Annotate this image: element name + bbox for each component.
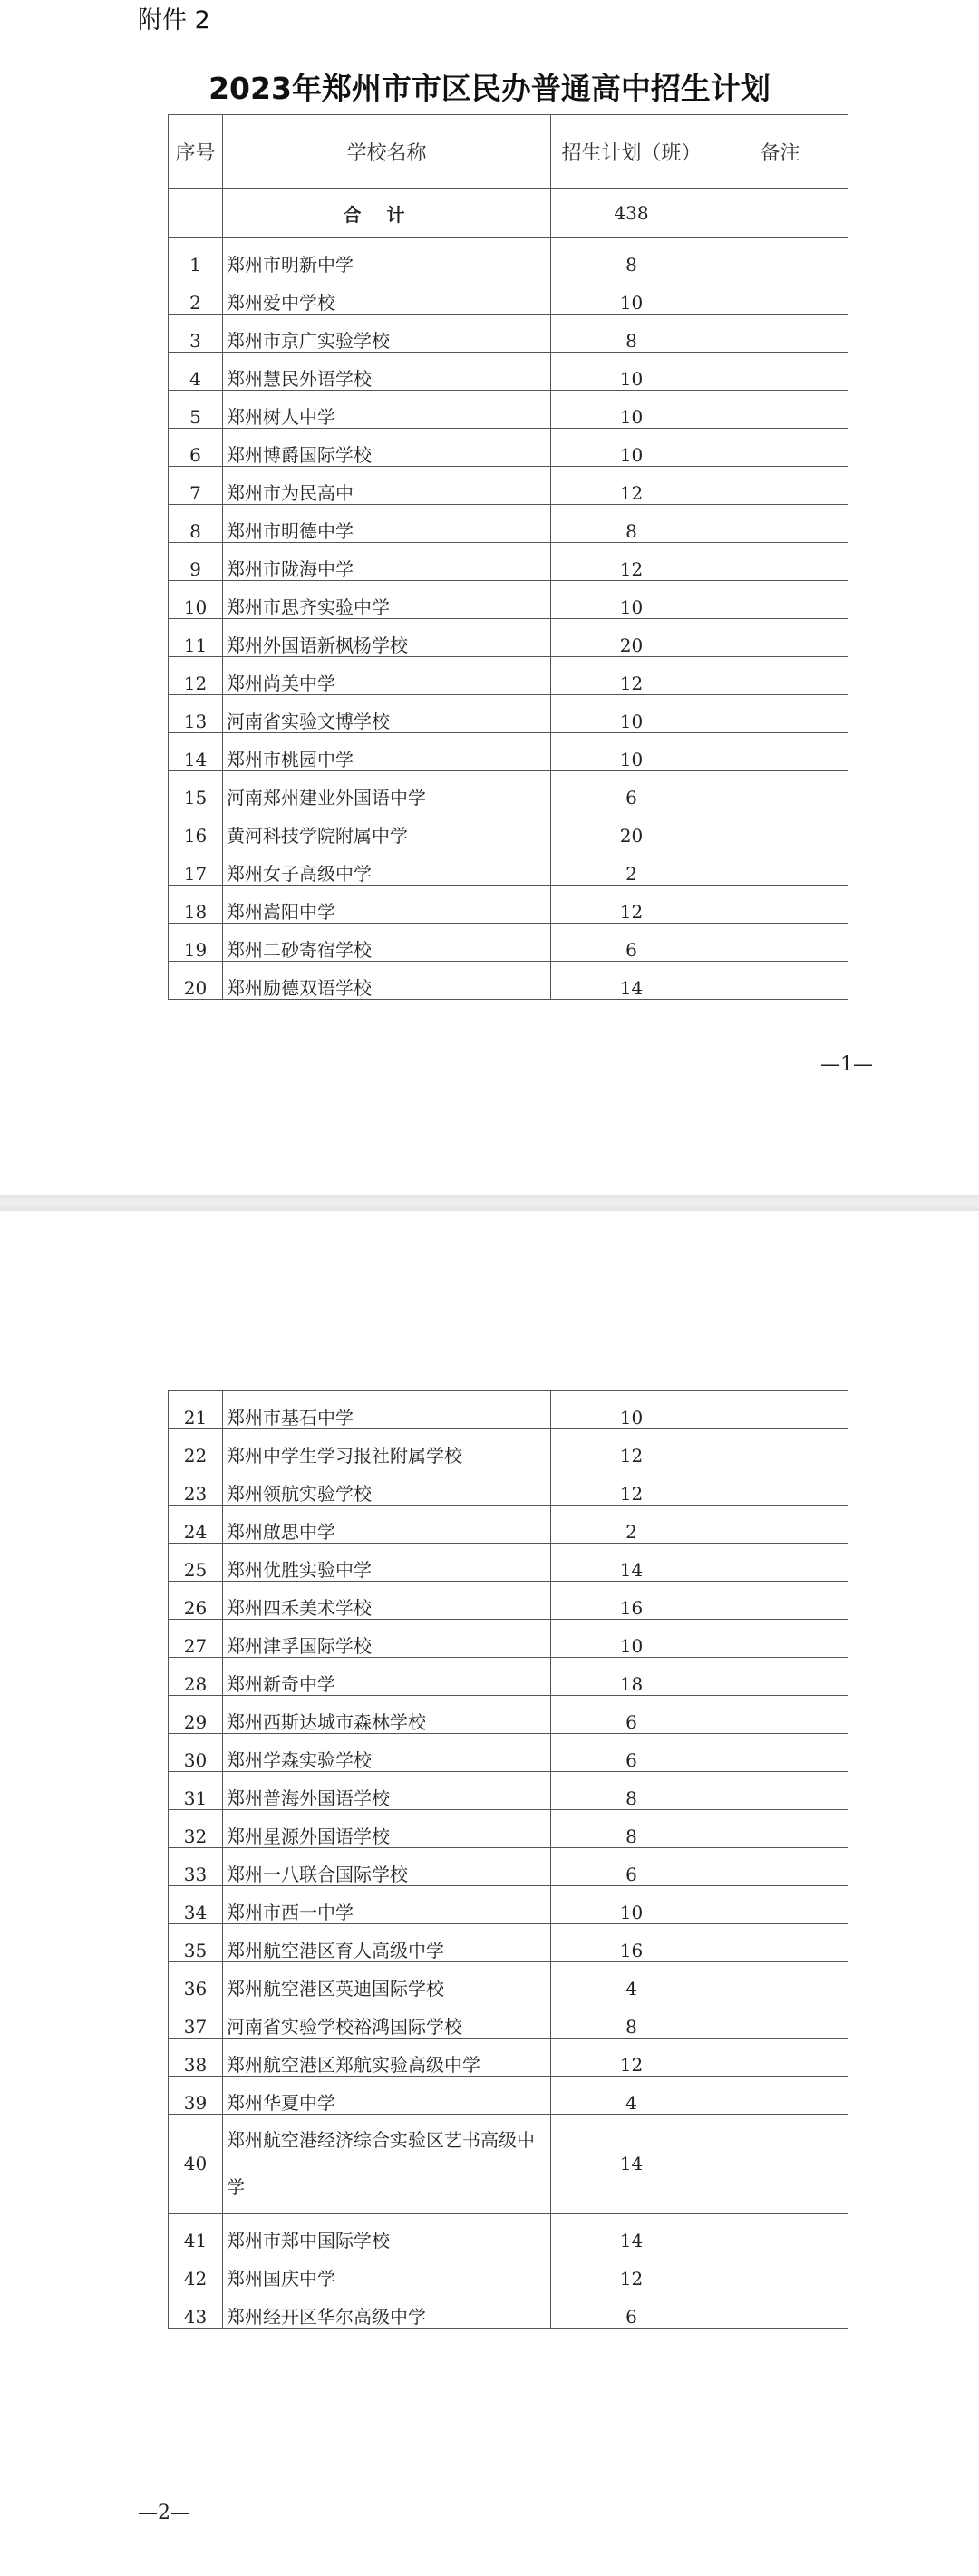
school-name: 郑州普海外国语学校: [223, 1772, 551, 1810]
table-row: [169, 1696, 848, 1734]
note-cell: [712, 2115, 848, 2214]
row-number: 5: [169, 391, 223, 429]
class-count: 20: [551, 809, 712, 847]
row-number: 39: [169, 2077, 223, 2115]
row-number: 10: [169, 581, 223, 619]
class-count: 10: [551, 391, 712, 429]
school-name: 郑州市基石中学: [223, 1391, 551, 1429]
school-name: 河南郑州建业外国语中学: [223, 771, 551, 809]
school-name: 郑州华夏中学: [223, 2077, 551, 2115]
row-number: 8: [169, 505, 223, 543]
note-cell: [712, 771, 848, 809]
row-number: 13: [169, 695, 223, 733]
note-cell: [712, 886, 848, 924]
note-cell: [712, 581, 848, 619]
school-name: 郑州啟思中学: [223, 1506, 551, 1544]
class-count: 14: [551, 2214, 712, 2252]
row-number: 4: [169, 353, 223, 391]
school-name: 郑州四禾美术学校: [223, 1582, 551, 1620]
class-count: 2: [551, 1506, 712, 1544]
note-cell: [712, 1962, 848, 2000]
class-count: 8: [551, 1772, 712, 1810]
school-name: 郑州二砂寄宿学校: [223, 924, 551, 962]
school-name: 郑州市陇海中学: [223, 543, 551, 581]
school-name: 郑州学森实验学校: [223, 1734, 551, 1772]
school-name: 郑州慧民外语学校: [223, 353, 551, 391]
class-count: 12: [551, 1467, 712, 1506]
table-row: [169, 1772, 848, 1810]
note-cell: [712, 315, 848, 353]
class-count: 14: [551, 1544, 712, 1582]
class-count: 12: [551, 2252, 712, 2290]
school-name: 郑州领航实验学校: [223, 1467, 551, 1506]
note-cell: [712, 2290, 848, 2329]
table-row: [169, 238, 848, 276]
note-cell: [712, 1582, 848, 1620]
header-note: 备注: [712, 115, 848, 189]
school-name: 郑州航空港区育人高级中学: [223, 1924, 551, 1962]
row-number: 32: [169, 1810, 223, 1848]
note-cell: [712, 1924, 848, 1962]
table-row: [169, 505, 848, 543]
row-number: 16: [169, 809, 223, 847]
row-number: 25: [169, 1544, 223, 1582]
note-cell: [712, 1696, 848, 1734]
school-name: 郑州女子高级中学: [223, 847, 551, 886]
note-cell: [712, 962, 848, 1000]
table-row: [169, 391, 848, 429]
table-row: [169, 733, 848, 771]
class-count: 14: [551, 2115, 712, 2214]
class-count: 6: [551, 2290, 712, 2329]
table-row: [169, 276, 848, 315]
class-count: 6: [551, 924, 712, 962]
row-number: 42: [169, 2252, 223, 2290]
row-number: 7: [169, 467, 223, 505]
class-count: 8: [551, 315, 712, 353]
table-row: [169, 429, 848, 467]
school-name: 黄河科技学院附属中学: [223, 809, 551, 847]
table-header-row: [169, 115, 848, 189]
table-row: [169, 2252, 848, 2290]
row-number: 30: [169, 1734, 223, 1772]
class-count: 12: [551, 1429, 712, 1467]
note-cell: [712, 467, 848, 505]
class-count: 10: [551, 429, 712, 467]
school-name: 郑州航空港区英迪国际学校: [223, 1962, 551, 2000]
row-number: 37: [169, 2000, 223, 2039]
note-cell: [712, 1810, 848, 1848]
table-row: [169, 1924, 848, 1962]
class-count: 10: [551, 695, 712, 733]
table-row: [169, 2039, 848, 2077]
row-number: 15: [169, 771, 223, 809]
note-cell: [712, 1658, 848, 1696]
school-name: 郑州市明德中学: [223, 505, 551, 543]
class-count: 10: [551, 353, 712, 391]
class-count: 10: [551, 581, 712, 619]
page-number-1: —1—: [820, 1053, 873, 1076]
table-row: [169, 1467, 848, 1506]
school-name: 郑州航空港经济综合实验区艺书高级中学: [223, 2115, 551, 2214]
row-number: 3: [169, 315, 223, 353]
table-row: [169, 924, 848, 962]
row-number: 26: [169, 1582, 223, 1620]
row-number: 41: [169, 2214, 223, 2252]
row-number: 21: [169, 1391, 223, 1429]
table-row: [169, 1810, 848, 1848]
table-row: [169, 2214, 848, 2252]
school-name: 郑州市为民高中: [223, 467, 551, 505]
table-row: [169, 1391, 848, 1429]
row-number: 38: [169, 2039, 223, 2077]
class-count: 10: [551, 1620, 712, 1658]
row-number: 33: [169, 1848, 223, 1886]
document-page-1: [0, 0, 979, 1195]
school-name: 郑州中学生学习报社附属学校: [223, 1429, 551, 1467]
table-row: [169, 1506, 848, 1544]
row-number: 1: [169, 238, 223, 276]
row-number: 18: [169, 886, 223, 924]
table-row: [169, 771, 848, 809]
class-count: 4: [551, 2077, 712, 2115]
note-cell: [712, 1848, 848, 1886]
class-count: 6: [551, 771, 712, 809]
page-separator: [0, 1195, 979, 1211]
school-name: 郑州外国语新枫杨学校: [223, 619, 551, 657]
class-count: 2: [551, 847, 712, 886]
school-name: 郑州树人中学: [223, 391, 551, 429]
school-name: 郑州经开区华尔高级中学: [223, 2290, 551, 2329]
school-name: 郑州市京广实验学校: [223, 315, 551, 353]
table-row: [169, 809, 848, 847]
table-row: [169, 315, 848, 353]
table-row: [169, 2115, 848, 2214]
note-cell: [712, 847, 848, 886]
school-name: 河南省实验学校裕鸿国际学校: [223, 2000, 551, 2039]
table-row: [169, 1620, 848, 1658]
row-number: 12: [169, 657, 223, 695]
total-row: [169, 189, 848, 238]
row-number: 29: [169, 1696, 223, 1734]
page-number-2: —2—: [138, 2502, 190, 2524]
school-name: 郑州市桃园中学: [223, 733, 551, 771]
note-cell: [712, 353, 848, 391]
row-number: 11: [169, 619, 223, 657]
class-count: 8: [551, 505, 712, 543]
school-name: 郑州津孚国际学校: [223, 1620, 551, 1658]
row-number: 17: [169, 847, 223, 886]
document-page-2: [0, 1211, 979, 2576]
school-name: 郑州西斯达城市森林学校: [223, 1696, 551, 1734]
note-cell: [712, 657, 848, 695]
table-row: [169, 467, 848, 505]
table-row: [169, 2000, 848, 2039]
table-row: [169, 1544, 848, 1582]
school-name: 河南省实验文博学校: [223, 695, 551, 733]
row-number: 43: [169, 2290, 223, 2329]
note-cell: [712, 1886, 848, 1924]
class-count: 12: [551, 543, 712, 581]
note-cell: [712, 924, 848, 962]
note-cell: [712, 276, 848, 315]
table-row: [169, 962, 848, 1000]
row-number: 22: [169, 1429, 223, 1467]
row-number: 20: [169, 962, 223, 1000]
class-count: 8: [551, 2000, 712, 2039]
class-count: 8: [551, 1810, 712, 1848]
school-name: 郑州励德双语学校: [223, 962, 551, 1000]
class-count: 20: [551, 619, 712, 657]
row-number: 35: [169, 1924, 223, 1962]
school-name: 郑州一八联合国际学校: [223, 1848, 551, 1886]
table-row: [169, 1886, 848, 1924]
table-row: [169, 619, 848, 657]
note-cell: [712, 695, 848, 733]
row-number: 36: [169, 1962, 223, 2000]
row-number: 9: [169, 543, 223, 581]
note-cell: [712, 1506, 848, 1544]
note-cell: [712, 1734, 848, 1772]
school-name: 郑州航空港区郑航实验高级中学: [223, 2039, 551, 2077]
table-row: [169, 353, 848, 391]
school-name: 郑州国庆中学: [223, 2252, 551, 2290]
note-cell: [712, 2000, 848, 2039]
table-row: [169, 657, 848, 695]
note-cell: [712, 2214, 848, 2252]
table-row: [169, 2077, 848, 2115]
note-cell: [712, 429, 848, 467]
document-title: 2023年郑州市市区民办普通高中招生计划: [208, 71, 771, 106]
school-name: 郑州博爵国际学校: [223, 429, 551, 467]
note-cell: [712, 238, 848, 276]
school-name: 郑州市郑中国际学校: [223, 2214, 551, 2252]
class-count: 16: [551, 1582, 712, 1620]
total-label: 合计: [223, 189, 551, 238]
row-number: 34: [169, 1886, 223, 1924]
school-name: 郑州市思齐实验中学: [223, 581, 551, 619]
school-name: 郑州星源外国语学校: [223, 1810, 551, 1848]
note-cell: [712, 1544, 848, 1582]
row-number: 28: [169, 1658, 223, 1696]
class-count: 12: [551, 2039, 712, 2077]
class-count: 14: [551, 962, 712, 1000]
table-row: [169, 1658, 848, 1696]
school-name: 郑州嵩阳中学: [223, 886, 551, 924]
note-cell: [712, 1620, 848, 1658]
class-count: 12: [551, 657, 712, 695]
class-count: 6: [551, 1848, 712, 1886]
class-count: 8: [551, 238, 712, 276]
note-cell: [712, 543, 848, 581]
table-row: [169, 543, 848, 581]
row-number: 24: [169, 1506, 223, 1544]
row-number: 2: [169, 276, 223, 315]
table-row: [169, 1848, 848, 1886]
header-school: 学校名称: [223, 115, 551, 189]
table-row: [169, 886, 848, 924]
enrollment-table-page-1: [168, 114, 848, 1000]
note-cell: [712, 809, 848, 847]
row-number: 14: [169, 733, 223, 771]
school-name: 郑州尚美中学: [223, 657, 551, 695]
row-number: 40: [169, 2115, 223, 2214]
table-row: [169, 1734, 848, 1772]
table-row: [169, 581, 848, 619]
note-cell: [712, 2077, 848, 2115]
school-name: 郑州市西一中学: [223, 1886, 551, 1924]
table-row: [169, 1962, 848, 2000]
note-cell: [712, 1391, 848, 1429]
header-no: 序号: [169, 115, 223, 189]
note-cell: [712, 1772, 848, 1810]
school-name: 郑州新奇中学: [223, 1658, 551, 1696]
note-cell: [712, 733, 848, 771]
table-row: [169, 695, 848, 733]
note-cell: [712, 619, 848, 657]
note-cell: [712, 1429, 848, 1467]
class-count: 12: [551, 886, 712, 924]
header-plan: 招生计划（班）: [551, 115, 712, 189]
class-count: 12: [551, 467, 712, 505]
class-count: 10: [551, 1886, 712, 1924]
note-cell: [712, 2252, 848, 2290]
class-count: 10: [551, 1391, 712, 1429]
class-count: 6: [551, 1734, 712, 1772]
total-value: 438: [551, 189, 712, 238]
note-cell: [712, 391, 848, 429]
school-name: 郑州优胜实验中学: [223, 1544, 551, 1582]
school-name: 郑州爱中学校: [223, 276, 551, 315]
class-count: 4: [551, 1962, 712, 2000]
note-cell: [712, 1467, 848, 1506]
table-row: [169, 1429, 848, 1467]
row-number: 6: [169, 429, 223, 467]
class-count: 6: [551, 1696, 712, 1734]
class-count: 10: [551, 733, 712, 771]
attachment-label: 附件 2: [138, 6, 210, 34]
enrollment-table-page-2: [168, 1390, 848, 2329]
row-number: 23: [169, 1467, 223, 1506]
note-cell: [712, 505, 848, 543]
class-count: 10: [551, 276, 712, 315]
table-row: [169, 847, 848, 886]
table-row: [169, 2290, 848, 2329]
note-cell: [712, 2039, 848, 2077]
row-number: 27: [169, 1620, 223, 1658]
table-row: [169, 1582, 848, 1620]
row-number: 19: [169, 924, 223, 962]
row-number: 31: [169, 1772, 223, 1810]
class-count: 18: [551, 1658, 712, 1696]
school-name: 郑州市明新中学: [223, 238, 551, 276]
class-count: 16: [551, 1924, 712, 1962]
